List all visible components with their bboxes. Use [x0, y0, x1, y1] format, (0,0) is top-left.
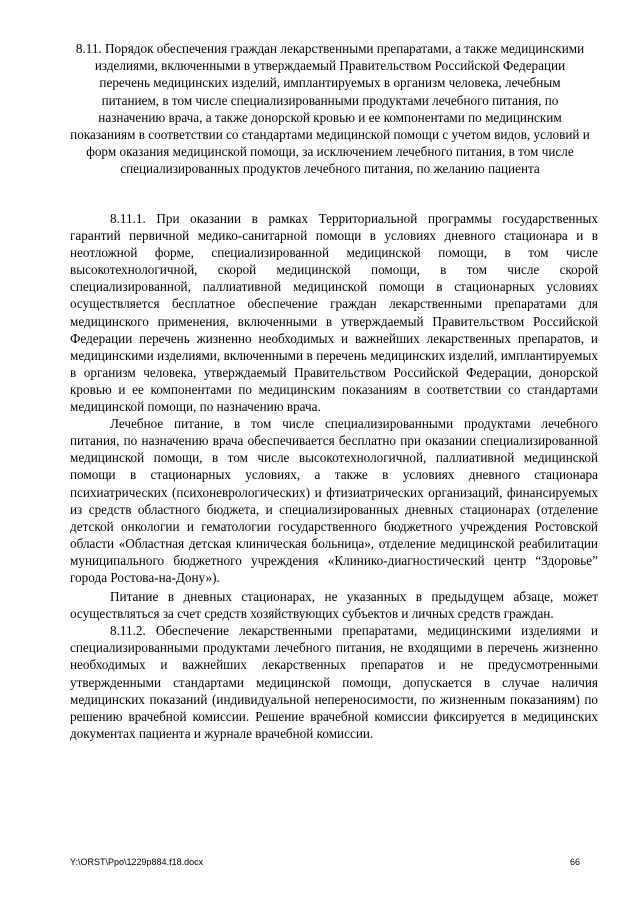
section-body: [70, 210, 598, 742]
section-heading-text: 8.11. Порядок обеспечения граждан лекарственными препаратами, а также медицинскими изделиями, включенными в утверждаемый Правительством Российской Федерации перечень медицинских изделий, имплантируемых в организм человека, лечебным питанием, в том числе специализированными продуктами лечебного питания, по назначению врача, а также донорской кровью и ее компонентами по медицинским показаниям в соответствии со стандартами медицинской помощи с учетом видов, условий и форм оказания медицинской помощи, за исключением лечебного питания, в том числе специализированных продуктов лечебного питания, по желанию пациента: [70, 41, 590, 177]
page-footer: [70, 857, 580, 867]
paragraph-8-11-1: 8.11.1. При оказании в рамках Территориальной программы государственных гарантий первичной медико-санитарной помощи в условиях дневного стационара и в неотложной форме, специализированной медицинской помощи, в том числе высокотехнологичной, скорой медицинской помощи, в том числе скорой специализированной, паллиативной медицинской помощи в стационарных условиях осуществляется бесплатное обеспечение граждан лекарственными препаратами для медицинского применения, включенными в утверждаемый Правительством Российской Федерации перечень жизненно необходимых и важнейших лекарственных препаратов, и медицинскими изделиями, включенными в перечень медицинских изделий, имплантируемых в организм человека, утверждаемый Правительством Российской Федерации, донорской кровью и ее компонентами по медицинским показаниям в соответствии со стандартами медицинской помощи, по назначению врача.: [70, 211, 598, 415]
paragraph-day-hospital-nutrition: Питание в дневных стационарах, не указанных в предыдущем абзаце, может осуществляться за счет средств хозяйствующих субъектов и личных средств граждан.: [70, 589, 598, 622]
footer-file-path: Y:\ORST\Ppo\1229p884.f18.docx: [70, 857, 204, 867]
section-heading: [70, 40, 590, 178]
page-number: 66: [569, 857, 580, 867]
paragraph-8-11-2: 8.11.2. Обеспечение лекарственными препаратами, медицинскими изделиями и специализированными продуктами лечебного питания, не входящими в перечень жизненно необходимых и важнейших лекарственных препаратов и не предусмотренными утвержденными стандартами медицинской помощи, допускается в случае наличия медицинских показаний (индивидуальной непереносимости, по жизненным показаниям) по решению врачебной комиссии. Решение врачебной комиссии фиксируется в медицинских документах пациента и журнале врачебной комиссии.: [70, 623, 598, 741]
paragraph-therapeutic-nutrition: Лечебное питание, в том числе специализированными продуктами лечебного питания, по назначению врача обеспечивается бесплатно при оказании специализированной медицинской помощи, в том числе высокотехнологичной, паллиативной медицинской помощи в стационарных условиях, а также в условиях дневного стационара психиатрических (психоневрологических) и фтизиатрических организаций, финансируемых из средств областного бюджета, и специализированных дневных стационарах (отделение детской онкологии и гематологии государственного бюджетного учреждения Ростовской области «Областная детская клиническая больница», отделение медицинской реабилитации муниципального бюджетного учреждения «Клинико-диагностический центр “Здоровье” города Ростова-на-Дону»).: [70, 416, 598, 585]
